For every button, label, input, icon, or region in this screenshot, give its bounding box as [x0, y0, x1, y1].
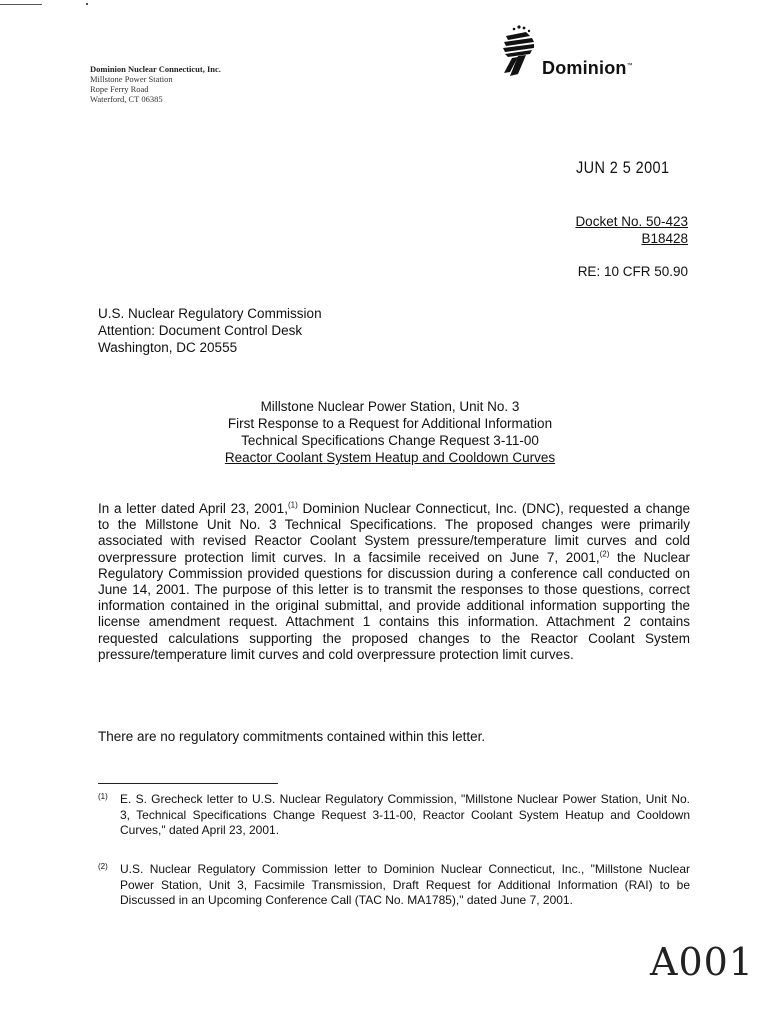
- sender-address-line: Rope Ferry Road: [90, 84, 149, 94]
- recipient-line: Washington, DC 20555: [98, 340, 238, 355]
- docket-block: [575, 213, 688, 247]
- footnote-ref: (1): [287, 500, 298, 510]
- footnote-ref: (2): [599, 549, 610, 559]
- body-paragraph: There are no regulatory commitments contained within this letter.: [98, 729, 486, 744]
- subject-block: [190, 398, 590, 466]
- footnote-mark: (2): [98, 862, 108, 871]
- letter-date: JUN 2 5 2001: [576, 158, 670, 177]
- dominion-logo-icon: [496, 22, 542, 78]
- recipient-address: [98, 305, 322, 356]
- handwritten-page-stamp: A001: [650, 940, 754, 984]
- body-paragraph: In a letter dated April 23, 2001,$^{(1)}$ Dominion Nuclear Connecticut, Inc. (DNC), requested a change to the Millstone Unit No. 3 Technical Specifications. The proposed changes were primarily associated with revised Reactor Coolant System pressure/temperature limit curves and cold overpressure protection limit curves. In a facsimile received on June 7, 2001,$^{(2)}$ the Nuclear Regulatory Commission provided questions for discussion during a conference call conducted on June 14, 2001. The purpose of this letter is to transmit the responses to those questions, correct information contained in the original submittal, and provide additional information supporting the license amendment request. Attachment 1 contains this information. Attachment 2 contains requested calculations supporting the proposed changes to the Reactor Coolant System pressure/temperature limit curves and cold overpressure protection limit curves.: [98, 500, 690, 662]
- sender-address-line: Waterford, CT 06385: [90, 94, 163, 104]
- sender-address-line: Millstone Power Station: [90, 74, 173, 84]
- subject-line: Technical Specifications Change Request 3-11-00: [241, 433, 539, 448]
- sender-company: Dominion Nuclear Connecticut, Inc.: [90, 64, 221, 74]
- recipient-line: U.S. Nuclear Regulatory Commission: [98, 306, 322, 321]
- scan-mark-dot: [86, 3, 88, 5]
- recipient-line: Attention: Document Control Desk: [98, 323, 303, 338]
- docket-reference: B18428: [641, 231, 688, 246]
- subject-line-underlined: Reactor Coolant System Heatup and Cooldown Curves: [224, 450, 556, 465]
- footnote-text: E. S. Grecheck letter to U.S. Nuclear Regulatory Commission, "Millstone Nuclear Power Station, Unit No. 3, Technical Specifications Change Request 3-11-00, Reactor Coolant System Heatup and Cooldown Curves," dated April 23, 2001.: [120, 792, 690, 837]
- regulation-reference: RE: 10 CFR 50.90: [577, 264, 688, 279]
- footnote-mark: (1): [98, 792, 108, 801]
- subject-line: Millstone Nuclear Power Station, Unit No. 3: [260, 399, 520, 414]
- dominion-logo-text: Dominion™: [542, 58, 633, 78]
- subject-line: First Response to a Request for Additional Information: [227, 416, 553, 431]
- scan-mark-line: [0, 4, 42, 5]
- footnote: [98, 792, 690, 839]
- footnote-divider: [98, 783, 278, 784]
- docket-number: Docket No. 50-423: [575, 214, 688, 229]
- footnote-text: U.S. Nuclear Regulatory Commission letter to Dominion Nuclear Connecticut, Inc., "Millstone Nuclear Power Station, Unit 3, Facsimile Transmission, Draft Request for Additional Information (RAI) to be Discussed in an Upcoming Conference Call (TAC No. MA1785)," dated June 7, 2001.: [120, 862, 690, 907]
- footnote: [98, 862, 690, 909]
- sender-address: [90, 64, 221, 104]
